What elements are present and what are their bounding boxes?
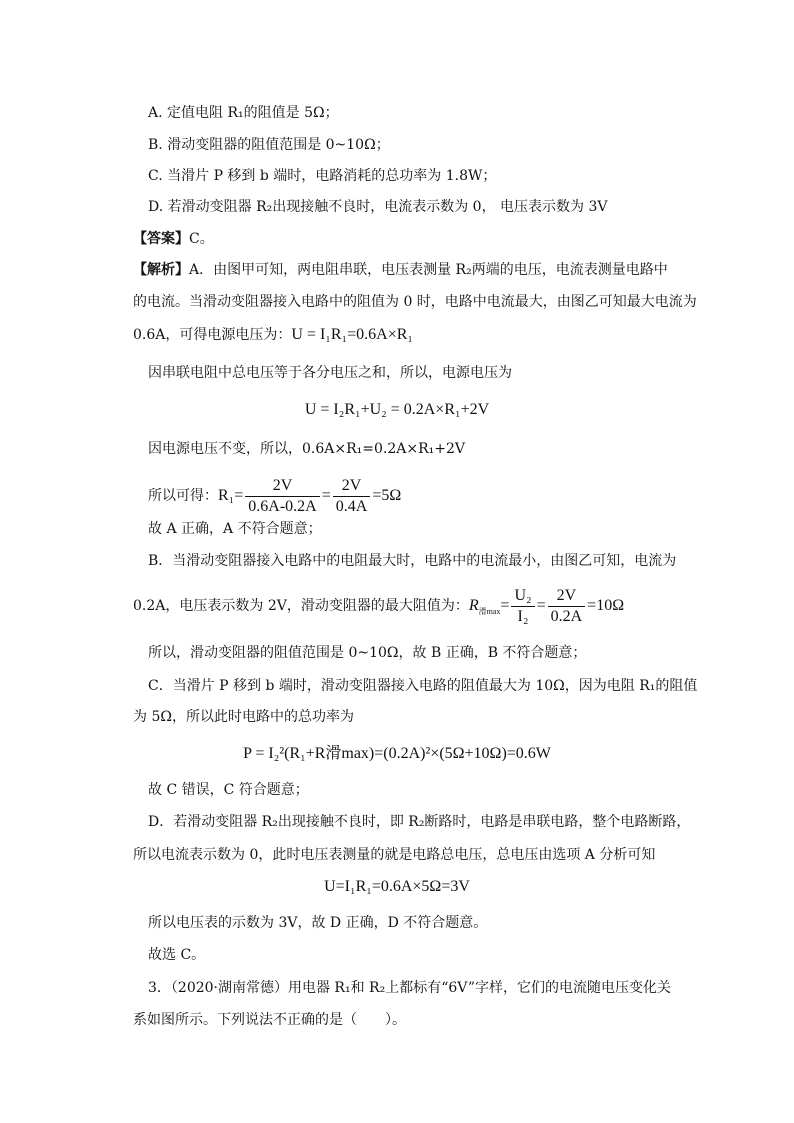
eq3-rhs: =5Ω <box>372 487 402 505</box>
eq3-f2-den: 0.4A <box>335 498 368 515</box>
analysis-line-16: 所以电压表的示数为 3V，故 D 正确，D 不符合题意。 <box>148 915 488 931</box>
eq3-f2-num: 2V <box>333 476 371 497</box>
eq4-rhs: =10Ω <box>587 597 625 615</box>
analysis-line-2: 的电流。当滑动变阻器接入电路中的阻值为 0 时，电路中电流最大，由图乙可知最大电流为 <box>133 294 697 310</box>
eq3-f1-num: 2V <box>245 476 319 497</box>
eq4-fraction-1 <box>511 586 534 627</box>
eq4-f2-num: 2V <box>548 586 586 607</box>
eq3-fraction-1 <box>245 476 319 517</box>
equation-4 <box>468 587 625 625</box>
analysis-line-15: 所以电流表示数为 0，此时电压表测量的就是电路总电压，总电压由选项 A 分析可知 <box>133 847 656 863</box>
answer-line <box>133 229 214 249</box>
eq3-fraction-2 <box>333 476 371 517</box>
analysis-line-12: 为 5Ω，所以此时电路中的总功率为 <box>133 709 354 725</box>
analysis-l3-text: 0.6A，可得电源电压为： <box>133 327 292 343</box>
analysis-label: 【解析】 <box>133 262 189 278</box>
equation-3 <box>218 477 402 515</box>
eq4-f1-den: I₂ <box>517 608 529 625</box>
eq4-eq: = <box>500 597 510 615</box>
question-3-line-1: 3．（2020·湖南常德）用电器 R₁和 R₂上都标有“6V”字样，它们的电流随电压变化关 <box>148 980 672 996</box>
analysis-line-9 <box>133 586 624 627</box>
analysis-line-3 <box>133 325 413 345</box>
analysis-line-6 <box>148 476 401 517</box>
equation-2: U = I₂R₁+U₂ = 0.2A×R₁+2V <box>304 401 490 418</box>
l9-pre: 0.2A，电压表示数为 2V，滑动变阻器的最大阻值为： <box>133 598 469 615</box>
eq4-fraction-2 <box>548 586 586 627</box>
analysis-line-4: 因串联电阻中总电压等于各分电压之和，所以，电源电压为 <box>148 365 512 381</box>
option-c: C. 当滑片 P 移到 b 端时，电路消耗的总功率为 1.8W； <box>148 168 497 184</box>
eq3-eq: = <box>321 487 331 505</box>
analysis-line-10: 所以，滑动变阻器的阻值范围是 0~10Ω，故 B 正确，B 不符合题意； <box>148 645 587 661</box>
eq4-sub: 滑max <box>478 607 501 617</box>
analysis-line-5: 因电源电压不变，所以，0.6A×R₁=0.2A×R₁+2V <box>148 441 465 457</box>
eq4-lhs: R <box>468 597 479 615</box>
option-b: B. 滑动变阻器的阻值范围是 0~10Ω； <box>148 137 390 153</box>
answer-label: 【答案】 <box>133 231 189 247</box>
eq3-lhs: R₁= <box>218 487 244 505</box>
eq3-f1-den: 0.6A-0.2A <box>248 498 317 515</box>
eq4-eq2: = <box>536 597 546 615</box>
analysis-line-7: 故 A 正确，A 不符合题意； <box>148 521 322 537</box>
analysis-line-14: D．若滑动变阻器 R₂出现接触不良时，即 R₂断路时，电路是串联电路，整个电路断路， <box>148 814 691 830</box>
equation-1: U = I₁R₁=0.6A×R₁ <box>291 326 413 343</box>
answer-value: C。 <box>189 231 214 247</box>
question-3-line-2: 系如图所示。下列说法不正确的是（ ）。 <box>133 1012 406 1028</box>
analysis-line-1 <box>133 260 668 280</box>
analysis-text: A．由图甲可知，两电阻串联，电压表测量 R₂两端的电压，电流表测量电路中 <box>189 262 668 278</box>
equation-5: P = I₂²(R₁+R滑max)=(0.2A)²×(5Ω+10Ω)=0.6W <box>243 745 551 762</box>
analysis-line-8: B．当滑动变阻器接入电路中的电阻最大时，电路中的电流最小，由图乙可知，电流为 <box>148 553 677 569</box>
l6-pre: 所以可得： <box>148 488 218 505</box>
equation-6: U=I₁R₁=0.6A×5Ω=3V <box>324 878 470 895</box>
eq4-f1-num: U₂ <box>511 586 534 607</box>
option-d: D. 若滑动变阻器 R₂出现接触不良时，电流表示数为 0， 电压表示数为 3V <box>148 199 608 215</box>
analysis-line-13: 故 C 错误，C 符合题意； <box>148 782 309 798</box>
analysis-line-17: 故选 C。 <box>148 947 206 963</box>
analysis-line-11: C．当滑片 P 移到 b 端时，滑动变阻器接入电路的阻值最大为 10Ω，因为电阻 R₁的阻值 <box>148 678 698 694</box>
eq4-f2-den: 0.2A <box>550 608 583 625</box>
option-a: A. 定值电阻 R₁的阻值是 5Ω； <box>148 105 339 121</box>
